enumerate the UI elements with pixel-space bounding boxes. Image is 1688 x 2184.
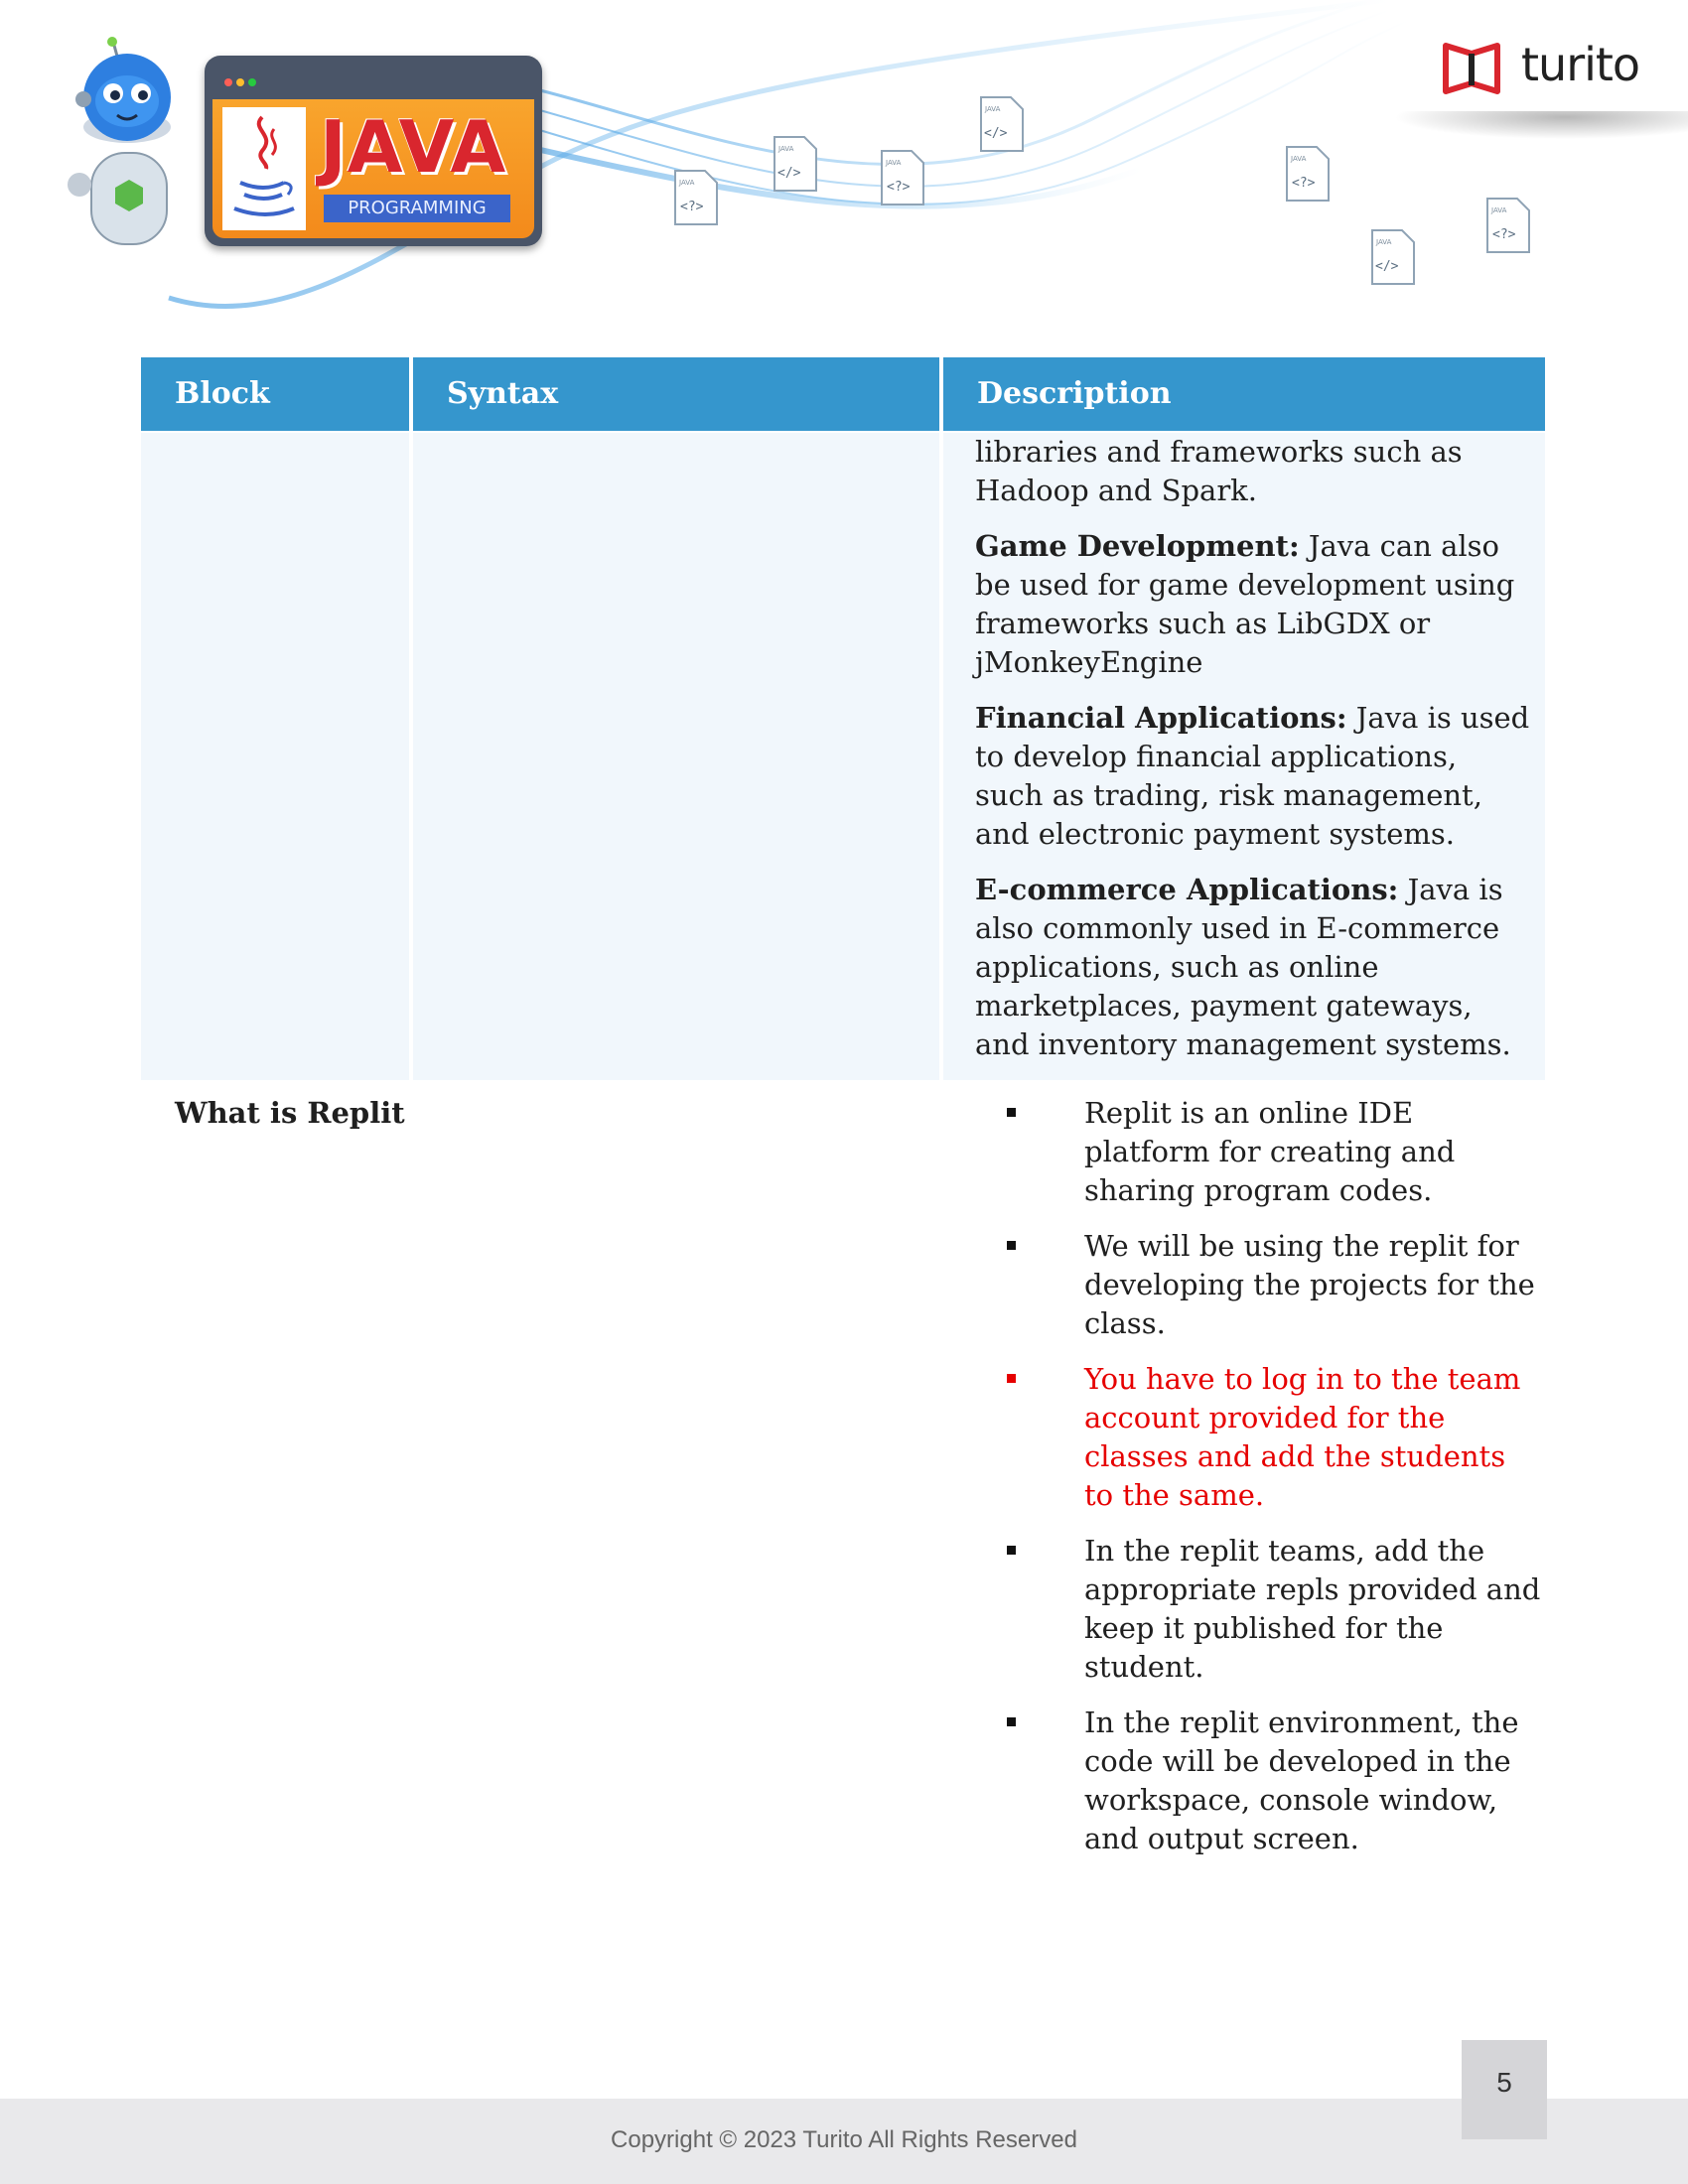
svg-text:</>: </> [1375,259,1399,274]
bullet-square-icon [1007,1717,1016,1726]
code-file-icon [771,135,820,195]
bullet-square-icon [1007,1108,1016,1117]
java-cup-icon [222,107,306,230]
logo-shadow [1380,111,1688,141]
list-item-text: You have to log in to the team account provided for the classes and add the students to the same. [1084,1362,1521,1512]
svg-text:</>: </> [777,166,801,181]
svg-text:<?>: <?> [680,200,704,214]
column-header-block: Block [141,357,409,431]
svg-text:JAVA: JAVA [985,105,1001,113]
svg-text:<?>: <?> [887,180,911,195]
list-item [1007,1704,1543,1858]
code-file-icon [1483,197,1533,256]
content-table [141,357,1545,1855]
list-item [1007,1094,1543,1210]
copyright-text: Copyright © 2023 Turito All Rights Reserved [611,2126,1077,2153]
bullet-square-icon [1007,1241,1016,1250]
list-item-text: In the replit teams, add the appropriate repls provided and keep it published for the student. [1084,1534,1541,1684]
window-dots [224,71,260,90]
column-header-syntax: Syntax [413,357,939,431]
list-item-text: In the replit environment, the code will be developed in the workspace, console window, and output screen. [1084,1706,1519,1855]
banner-title: JAVA [320,105,507,189]
java-programming-banner [205,56,542,246]
block-cell [141,433,409,1080]
description-intro: libraries and frameworks such as Hadoop and Spark. [975,435,1463,507]
description-text [975,433,1531,1081]
description-item [975,871,1531,1064]
list-item-text: We will be using the replit for developing the projects for the class. [1084,1229,1535,1340]
table-row [141,433,1545,1080]
svg-text:JAVA: JAVA [778,145,794,153]
item-term: E-commerce Applications: [975,873,1399,906]
list-item-highlighted [1007,1360,1543,1515]
table-header [141,357,1545,431]
list-item-text: Replit is an online IDE platform for creating and sharing program codes. [1084,1096,1456,1207]
code-file-icon [977,95,1027,155]
item-term: Game Development: [975,529,1300,563]
list-item [1007,1532,1543,1687]
block-label-replit: What is Replit [175,1096,405,1130]
svg-text:JAVA: JAVA [1491,206,1507,214]
description-item [975,527,1531,682]
svg-text:JAVA: JAVA [886,159,902,167]
logo-text: turito [1521,38,1640,91]
item-text: Java can also be used for game development using frameworks such as LibGDX or jMonkeyEngine [975,529,1515,679]
svg-text:JAVA: JAVA [679,179,695,187]
code-file-icon [878,149,927,208]
code-file-icon [671,169,721,228]
column-header-description: Description [943,357,1545,431]
item-term: Financial Applications: [975,701,1347,735]
item-text: Java is used to develop financial applications, such as trading, risk management, and electronic payment systems. [975,701,1530,851]
svg-text:JAVA: JAVA [1376,238,1392,246]
code-file-icon [1283,145,1333,205]
code-file-icon [1368,228,1418,288]
list-item [1007,1227,1543,1343]
bullet-square-icon [1007,1546,1016,1555]
svg-text:<?>: <?> [1292,176,1316,191]
bullet-square-icon [1007,1374,1016,1383]
syntax-cell [413,433,939,1080]
replit-bullet-list [1007,1094,1543,1875]
page-header [0,0,1688,338]
banner-subtitle: PROGRAMMING [324,195,510,222]
description-item [975,699,1531,854]
item-text: Java is also commonly used in E-commerce applications, such as online marketplaces, payment gateways, and inventory management systems. [975,873,1511,1061]
svg-text:</>: </> [984,126,1008,141]
svg-text:JAVA: JAVA [1291,155,1307,163]
svg-text:<?>: <?> [1492,227,1516,242]
page-number: 5 [1496,2067,1512,2098]
